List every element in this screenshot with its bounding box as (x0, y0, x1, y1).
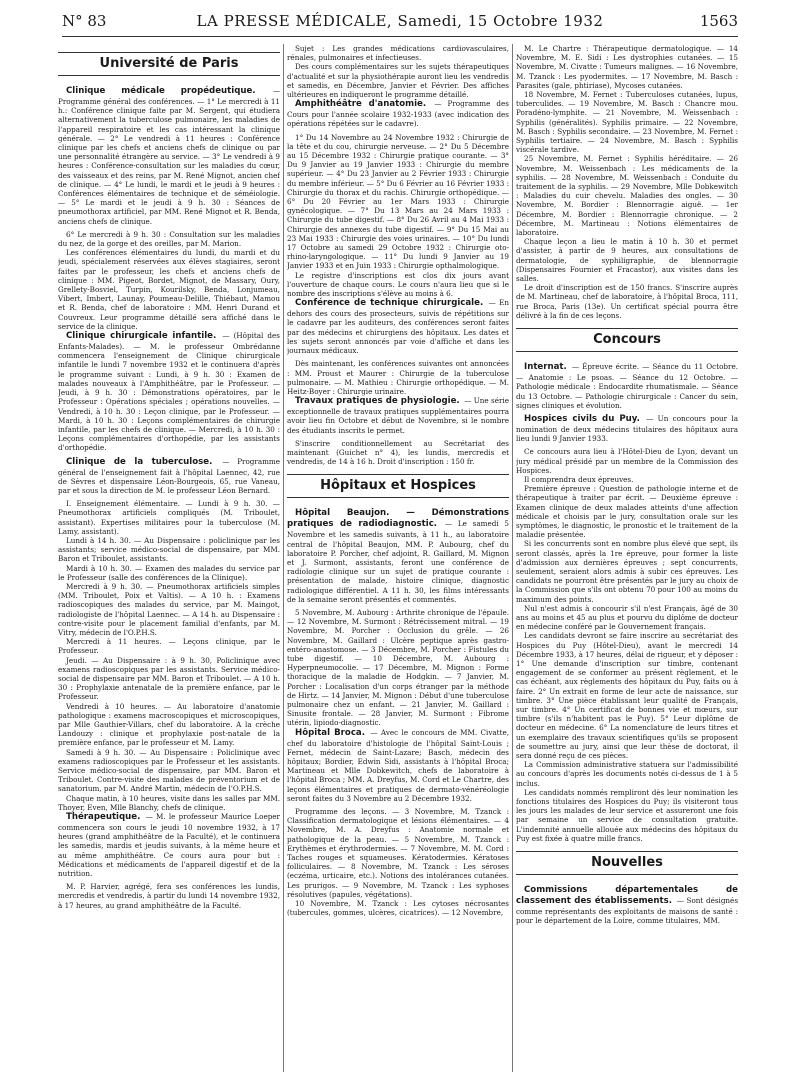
article-travaux-physiologie (287, 396, 509, 435)
article-therapeutique (58, 812, 280, 878)
article-text: — En dehors des cours des prosecteurs, suivis de répétitions sur le cadavre par les auditeurs, des conférences seront faites par des médecins et chirurgiens des hôpitaux. Les dates et les sujets seront annoncés par voie d'affiche et dans les journaux médicaux. (287, 298, 509, 356)
article-clinique-medicale (58, 86, 280, 226)
article-hopital-broca (287, 728, 509, 803)
article-hospices-puy (516, 414, 738, 443)
paragraph: Mercredi à 11 heures. — Leçons clinique, par le Professeur. (58, 637, 280, 656)
section-title-nouvelles: Nouvelles (516, 851, 738, 875)
article-heading: Hôpital Broca. (295, 727, 365, 738)
paragraph: 1° Du 14 Novembre au 24 Novembre 1932 : Chirurgie de la tête et du cou, chirurgie nerveuse. — 2° Du 5 Décembre au 15 Décembre 1932 : Chirurgie pratique courante. — 3° Du 9 Janvier au 19 Janvier 1933 : Chirurgie du membre supérieur. — 4° Du 23 Janvier au 2 Février 1933 : Chirurgie du membre inférieur. — 5° Du 6 Février au 16 Février 1933 : Chirurgie du thorax et du rachis. Chirurgie orthopédique. — 6° Du 20 Février au 1er Mars 1933 : Chirurgie gynécologique. — 7° Du 13 Mars au 24 Mars 1933 : Chirurgie du tube digestif. — 8° Du 26 Avril au 4 Mai 1933 : Chirurgie des annexes du tube digestif. — 9° Du 15 Mai au 23 Mai 1933 : Chirurgie des voies urinaires. — 10° Du lundi 17 Octobre au samedi 29 Octobre 1932 : Chirurgie oto-rhino-laryngologique. — 11° Du lundi 9 Janvier au 19 Janvier 1933 et en Juin 1933 : Chirurgie opthalmologique. (287, 132, 509, 271)
article-text: — Avec le concours de MM. Civatte, chef du laboratoire d'histologie de l'hôpital Saint-Louis ; Fernet, médecin de Saint-Lazare; Basch, médecin des hôpitaux; Bordier, Edwin Sidi, assistants à l'hôpital Broca; Martineau et Mlle Dobkewitch, chefs de laboratoire à l'hôpital Broca ; MM. A. Dreyfus, M. Cord et Le Chartre, des leçons élémentaires et pratiques de dermato-vénéréologie seront faites du 3 Novembre au 2 Décembre 1932. (287, 727, 509, 803)
article-heading: Travaux pratiques de physiologie. (295, 396, 460, 407)
paragraph: M. P. Harvier, agrégé, fera ses conférences les lundis, mercredis et vendredis, à partir du lundi 14 novembre 1932, à 17 heures, au grand amphithéâtre de la Faculté. (58, 882, 280, 910)
article-heading: Clinique chirurgicale infantile. (66, 331, 217, 342)
article-text: — M. le professeur Maurice Loeper commencera son cours le jeudi 10 novembre 1932, à 17 heures (grand amphithéâtre de la Faculté), et le continuera les samedis, mardis et jeudis suivants, à la même heure et au même amphithéâtre. Ce cours aura pour but : Médications et médicaments de l'appareil digestif et de la nutrition. (58, 812, 280, 879)
article-text: — Une série exceptionnelle de travaux pratiques supplémentaires pourra avoir lieu fin Octobre et début de Novembre, si le nombre des étudiants inscrits le permet. (287, 396, 509, 435)
paragraph: La Commission administrative statuera sur l'admissibilité au concours d'après les documents notés ci-dessus de 1 à 5 inclus. (516, 760, 738, 788)
article-text: — Épreuve écrite. — Séance du 11 Octobre. — Anatomie : Le psoas. — Séance du 12 Octobre. — Pathologie médicale : Endocardite rhumatismale. — Séance du 13 Octobre. — Pathologie chirurgicale : Cancer du sein, signes cliniques et évolution. (516, 362, 738, 410)
paragraph: Mercredi à 9 h. 30. — Pneumothorax artificiels simples (MM. Triboulet, Poix et Valtis). — A 10 h. : Examens radioscopiques des malades du service, par M. Maingot, radiologiste de l'hôpital Laennec. — A 14 h. au Dispensaire : contre-visite pour le placement familial d'enfants, par M. Vitry, médecin de l'O.P.H.S. (58, 581, 280, 637)
section-title-concours: Concours (516, 328, 738, 352)
article-amphitheatre-anatomie (287, 99, 509, 128)
paragraph: Le droit d'inscription est de 150 francs. S'inscrire auprès de M. Martineau, chef de laboratoire, à l'hôpital Broca, 111, rue Broca, Paris (13e). Un certificat spécial pourra être délivré à la fin de ces leçons. (516, 283, 738, 320)
article-heading: Internat. (524, 362, 567, 373)
article-text: — Programme des Cours pour l'année scolaire 1932-1933 (avec indication des opérations répétées sur le cadavre). (287, 99, 509, 129)
paragraph: Programme des leçons. — 3 Novembre, M. Tzanck : Classification dermatologique et lésions élémentaires. — 4 Novembre, M. A. Dreyfus : Anatomie normale et pathologique de la peau. — 5 Novembre, M. Tzanck : Erythèmes et érythrodermies. — 7 Novembre, M. M. Cord : Taches rouges et squameuses. Kératodermies. Kératoses folliculaires. — 8 Novembre, M. Tzanck : Les séroses (eczéma, urticaire, etc.). Notions des intolérances cutanées. Les prurigos. — 9 Novembre, M. Tzanck : Les syphoses résolutives (papules, végétations). (287, 807, 509, 899)
paragraph: Samedi à 9 h. 30. — Au Dispensaire : Policlinique avec examens radioscopiques par le Professeur et les assistants. Service médico-social de dispensaire, par MM. Baron et Triboulet. Contre-visite des malades de préventorium et de sanatorium, par M. André Martin, médecin de l'O.P.H.S. (58, 747, 280, 794)
page-number: 1563 (699, 12, 738, 30)
paragraph: 10 Novembre, M. Tzanck : Les cytoses nécrosantes (tubercules, gommes, ulcères, cicatrices). — 12 Novembre, (287, 899, 509, 918)
paragraph: I. Enseignement élémentaire. — Lundi à 9 h. 30. — Pneumothorax artificiels compliqués (M. Triboulet, assistant). Expertises militaires pour la tuberculose (M. Lamy, assistant). (58, 499, 280, 536)
article-commissions (516, 885, 738, 925)
running-head (62, 12, 738, 37)
article-heading: Thérapeutique. (66, 812, 141, 823)
paragraph: Première épreuve : Question de pathologie interne et de thérapeutique à traiter par écrit. — Deuxième épreuve : Examen clinique de deux malades atteints d'une affection médicale et choisis par le jury, consultation orale sur les symptômes, le diagnostic, le pronostic et le traitement de la maladie présentée. (516, 484, 738, 540)
paragraph: 6° Le mercredi à 9 h. 30 : Consultation sur les maladies du nez, de la gorge et des oreilles, par M. Marion. (58, 229, 280, 249)
article-heading: Hôpital Beaujon. — Démonstrations pratiques de radiodiagnostic. (287, 508, 509, 530)
section-title-hopitaux: Hôpitaux et Hospices (287, 474, 509, 498)
paragraph: Les conférences élémentaires du lundi, du mardi et du jeudi, spécialement réservées aux élèves stagiaires, seront faites par le professeur, les chefs et anciens chefs de clinique : MM. Pigeot, Bordet, Mignot, de Massary, Oury, Grellety-Bosviel, Turpin, Kourilsky, Benda, Lonjumeau, Vibert, Imbert, Launay, Poumeau-Delille, Thiébaut, Mamou et R. Benda, chef de laboratoire : MM. Henri Durand et Couvreux. Leur programme détaillé sera affiché dans le service de la clinique. (58, 248, 280, 331)
paragraph: Dès maintenant, les conférences suivantes ont annoncées : MM. Proust et Maurer : Chirurgie de la tuberculose pulmonaire. — M. Mathieu : Chirurgie orthopédique. — M. Heitz-Boyer : Chirurgie urinaire. (287, 359, 509, 396)
column-rule (512, 44, 513, 1072)
article-clinique-tuberculose (58, 457, 280, 496)
section-title-universite: Université de Paris (58, 52, 280, 76)
paragraph: Le registre d'inscriptions est clos dix jours avant l'ouverture de chaque cours. Le cours n'aura lieu que si le nombre des inscriptions s'élève au moins à 6. (287, 270, 509, 299)
article-heading: Hospices civils du Puy. (524, 413, 640, 424)
paragraph: Jeudi. — Au Dispensaire : à 9 h. 30, Policlinique avec examens radioscopiques par les assistants. Service médico-social de dispensaire par MM. Baron et Triboulet. — A 10 h. 30 : Prophylaxie antenatale de la première enfance, par le Professeur. (58, 655, 280, 702)
article-internat (516, 362, 738, 410)
paragraph: Sujet : Les grandes médications cardiovasculaires, rénales, pulmonaires et infectieuses. (287, 44, 509, 63)
paragraph: 18 Novembre, M. Fernet : Tuberculoses cutanées, lupus, tuberculides. — 19 Novembre, M. Basch : Chancre mou. Poradéno-lymphite. — 21 Novembre, M. Weissenbach : Syphilis (généralités). Syphilis primaire. — 22 Novembre, M. Basch : Syphilis secondaire. — 23 Novembre, M. Fernet : Syphilis tertiaire. — 24 Novembre, M. Basch : Syphilis viscérale tardive. (516, 90, 738, 155)
paragraph: Lundi à 14 h. 30. — Au Dispensaire : policlinique par les assistants; service médico-social de dispensaire, par MM. Baron et Triboulet, assistants. (58, 535, 280, 564)
paragraph: Chaque leçon a lieu le matin à 10 h. 30 et permet d'assister, à partir de 9 heures, aux consultations de dermatologie, de syphiligraphie, de blennorragie (Dispensaires Fournier et Fracastor), aux visites dans les salles. (516, 237, 738, 284)
column-2 (287, 44, 509, 1076)
article-text: — (Hôpital des Enfants-Malades). — M. le professeur Ombrédanne commencera l'enseignement de Clinique chirurgicale infantile le lundi 7 novembre 1932 et le continuera d'après le programme suivant : Lundi, à 9 h. 30 : Examen de malades nouveaux à l'Amphithéâtre, par le Professeur. — Jeudi, à 9 h. 30 : Démonstrations opératoires, par le Professeur : Opérations spéciales ; opérations nouvelles. — Vendredi, à 10 h. 30 : Leçon clinique, par le Professeur. — Mardi, à 10 h. 30 : Leçons complémentaires de chirurgie infantile, par les chefs de clinique. — Mercredi, à 10 h. 30 : Leçons complémentaires d'orthopédie, par les assistants d'orthopédie. (58, 331, 280, 453)
article-clinique-chirurgicale-infantile (58, 331, 280, 452)
column-rule (283, 44, 284, 1072)
paragraph: Des cours complémentaires sur les sujets thérapeutiques d'actualité et sur la physiothérapie auront lieu les vendredis et samedis, en Décembre, Janvier et Février. Des affiches ultérieures en indiqueront le programme détaillé. (287, 62, 509, 100)
paragraph: M. Le Chartre : Thérapeutique dermatologique. — 14 Novembre, M. E. Sidi : Les dystrophies cutanées. — 15 Novembre, M. Civatte : Tumeurs malignes. — 16 Novembre, M. Tzanck : Les pyodermites. — 17 Novembre, M. Basch : Parasites (gale, phtiriase), Mycoses cutanées. (516, 44, 738, 90)
column-1 (58, 44, 280, 1076)
paragraph: Si les concurrents sont en nombre plus élevé que sept, ils seront classés, après la 1re épreuve, pour former la liste d'admission aux dernières épreuves ; sept concurrents, seulement, seraient alors admis à subir ces épreuves. Les candidats ne pourront être présentés par le jury au choix de la Commission que s'ils ont obtenu 70 pour 100 au moins du maximum des points. (516, 539, 738, 604)
paragraph: S'inscrire conditionnellement au Secrétariat des maintenant (Guichet n° 4), les lundis, mercredis et vendredis, de 14 à 16 h. Droit d'inscription : 150 fr. (287, 438, 509, 467)
paragraph: Nul n'est admis à concourir s'il n'est Français, âgé de 30 ans au moins et 45 au plus et pourvu du diplôme de docteur en médecine conféré par le Gouvernement français. (516, 603, 738, 632)
paragraph: 25 Novembre, M. Fernet : Syphilis héréditaire. — 26 Novembre, M. Weissenbach : Les médicaments de la syphilis. — 28 Novembre, M. Weissenbach : Conduite du traitement de la syphilis. — 29 Novembre, Mlle Dobkewitch : Maladies du cuir chevelu. Maladies des ongles. — 30 Novembre, M. Bordier : Blennorragie aiguë. — 1er Décembre, M. Bordier : Blennorragie chronique. — 2 Décembre, M. Martineau : Notions élémentaires de laboratoire. (516, 154, 738, 238)
journal-title-date: LA PRESSE MÉDICALE, Samedi, 15 Octobre 1932 (196, 12, 604, 30)
article-heading: Commissions départementales de classement des établissements. (516, 885, 738, 907)
article-text: — Programme général de l'enseignement fait à l'hôpital Laennec, 42, rue de Sèvres et dispensaire Léon-Bourgeois, 65, rue Vaneau, par et sous la direction de M. le professeur Léon Bernard. (58, 456, 280, 495)
article-technique-chirurgicale (287, 298, 509, 355)
column-3 (516, 44, 738, 1076)
article-hopital-beaujon (287, 508, 509, 604)
article-text: — Programme général des conférences. — 1° Le mercredi à 11 h.: Conférence clinique faite par M. Sergent, qui étudiera alternativement la tuberculose pulmonaire, les maladies de l'appareil respiratoire et les cas intéressant la clinique générale. — 2° Le vendredi à 11 heures : Conférence clinique par les chefs et anciens chefs de clinique ou par une personnalité étrangère au service. — 3° Le vendredi à 9 heures : Conférence-consultation sur les maladies du cœur, des vaisseaux et des reins, par M. René Mignot, ancien chef de clinique. — 4° Le lundi, le mardi et le jeudi à 9 heures : Conférences élémentaires de technique et de séméiologie. — 5° Le mardi et le jeudi à 9 h. 30 : Séances de pneumothorax artificiel, par MM. René Mignot et R. Benda, anciens chefs de clinique. (58, 86, 280, 226)
paragraph: Chaque matin, à 10 heures, visite dans les salles par MM. Thoyer, Even, Mlle Blanchy, chefs de clinique. (58, 793, 280, 812)
article-heading: Amphithéâtre d'anatomie. (295, 99, 427, 110)
article-text: — Le samedi 5 Novembre et les samedis suivants, à 11 h., au laboratoire central de l'hôpital Beaujon, MM. P. Aubourg, chef du laboratoire P. Porcher, chef adjoint, R. Gaillard, M. Mignon et J. Surmont, assistants, feront une conférence de radiologie clinique sur un sujet de pratique courante : présentation de malade, histoire clinique, diagnostic radiologique différentiel. A 11 h. 30, les films intéressants de la semaine seront présentés et commentés. (287, 519, 509, 604)
article-heading: Clinique de la tuberculose. (66, 456, 213, 467)
paragraph: Vendredi à 10 heures. — Au laboratoire d'anatomie pathologique : examens macroscopiques et microscopiques, par Mlle Gauthier-Villars, chef du laboratoire. A la crèche Landouzy : clinique et prophylaxie post-natale de la première enfance, par le professeur et M. Lamy. (58, 701, 280, 748)
paragraph: Les candidats nommés rempliront dès leur nomination les fonctions titulaires des Hospices du Puy; ils visiteront tous les jours les malades de leur service et assureront une fois par semaine un service de consultation gratuite. L'indemnité annuelle allouée aux médecins des hôpitaux du Puy est fixée à quatre mille francs. (516, 787, 738, 843)
article-heading: Clinique médicale propédeutique. (66, 86, 256, 96)
paragraph: Les candidats devront se faire inscrire au secrétariat des Hospices du Puy (Hôtel-Dieu), avant le mercredi 14 Décembre 1933, à 17 heures, délai de rigueur, et y déposer : 1° Une demande d'inscription sur timbre, contenant engagement de se conformer au présent règlement, et le cas échéant, aux règlements des hôpitaux du Puy, faits ou à faire. 2° Un extrait en forme de leur acte de naissance, sur timbre. 3° Une pièce établissant leur qualité de Français, sur timbre. 4° Un certificat de bonnes vie et mœurs, sur timbre (s'ils n'habitent pas le Puy). 5° Leur diplôme de docteur en médecine. 6° La nomenclature de leurs titres et un exemplaire des travaux scientifiques qu'ils se proposent de soumettre au jury, ainsi que leur thèse de doctorat, il sera donné reçu de ces pièces. (516, 631, 738, 761)
article-text: — Un concours pour la nomination de deux médecins titulaires des hôpitaux aura lieu lundi 9 Janvier 1933. (516, 413, 738, 444)
issue-number: N° 83 (62, 12, 107, 30)
article-heading: Conférence de technique chirurgicale. (295, 298, 484, 309)
paragraph: 5 Novembre, M. Aubourg : Arthrite chronique de l'épaule. — 12 Novembre, M. Surmont : Rétrécissement mitral. — 19 Novembre, M. Porcher : Occlusion du grêle. — 26 Novembre, M. Gaillard : Ulcère peptique après gastro-entéro-anastomose. — 3 Décembre, M. Porcher : Fistules du tube digestif. — 10 Décembre, M. Aubourg : Hyperpneumocolie. — 17 Décembre, M. Mignon : Forme thoracique de la maladie de Hodgkin. — 7 Janvier, M. Porcher : Localisation d'un corps étranger par la méthode de Hirtz. — 14 Janvier, M. Mignon : Début d'une tuberculose pulmonaire chez un enfant. — 21 Janvier, M. Gaillard : Sinusite frontale. — 28 Janvier, M. Surmont : Fibrome utérin, lipiodo-diagnostic. (287, 607, 509, 728)
paragraph: Mardi à 10 h. 30. — Examen des malades du service par le Professeur (salle des conférences de la Clinique). (58, 563, 280, 582)
article-text: — Sont désignés comme représentants des exploitants de maisons de santé : pour le département de la Loire, comme titulaires, MM. (516, 896, 738, 926)
paragraph: Il comprendra deux épreuves. (524, 474, 634, 484)
paragraph: Ce concours aura lieu à l'Hôtel-Dieu de Lyon, devant un jury médical présidé par un membre de la Commission des Hospices. (516, 447, 738, 475)
